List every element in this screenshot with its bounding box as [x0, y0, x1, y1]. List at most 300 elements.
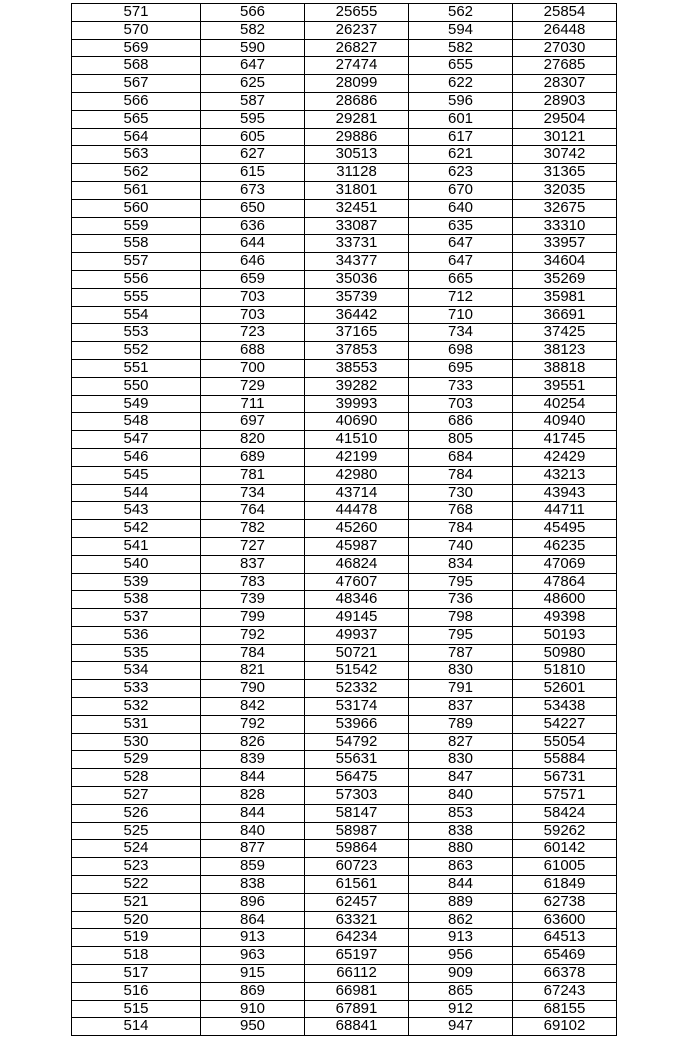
table-row: [72, 199, 617, 217]
table-row: [72, 715, 617, 733]
cumulative-b-cell: 51810: [513, 662, 617, 680]
cumulative-a-cell: 49145: [305, 609, 409, 627]
cumulative-b-cell: 44711: [513, 502, 617, 520]
table-row: [72, 253, 617, 271]
count-a-cell: 896: [201, 893, 305, 911]
count-a-cell: 627: [201, 146, 305, 164]
count-b-cell: 736: [409, 591, 513, 609]
score-cell: 526: [72, 804, 201, 822]
count-b-cell: 647: [409, 253, 513, 271]
cumulative-a-cell: 37853: [305, 342, 409, 360]
count-a-cell: 688: [201, 342, 305, 360]
count-a-cell: 869: [201, 982, 305, 1000]
table-row: [72, 75, 617, 93]
score-cell: 534: [72, 662, 201, 680]
cumulative-b-cell: 69102: [513, 1018, 617, 1036]
table-row: [72, 235, 617, 253]
count-b-cell: 863: [409, 858, 513, 876]
table-row: [72, 982, 617, 1000]
cumulative-b-cell: 65469: [513, 947, 617, 965]
count-b-cell: 805: [409, 431, 513, 449]
cumulative-a-cell: 42980: [305, 466, 409, 484]
score-cell: 542: [72, 520, 201, 538]
cumulative-b-cell: 43213: [513, 466, 617, 484]
count-a-cell: 689: [201, 448, 305, 466]
score-cell: 544: [72, 484, 201, 502]
cumulative-b-cell: 48600: [513, 591, 617, 609]
score-cell: 550: [72, 377, 201, 395]
table-row: [72, 769, 617, 787]
count-a-cell: 700: [201, 359, 305, 377]
cumulative-a-cell: 35036: [305, 270, 409, 288]
cumulative-a-cell: 51542: [305, 662, 409, 680]
count-a-cell: 590: [201, 39, 305, 57]
cumulative-b-cell: 67243: [513, 982, 617, 1000]
score-cell: 568: [72, 57, 201, 75]
count-b-cell: 862: [409, 911, 513, 929]
table-row: [72, 324, 617, 342]
cumulative-a-cell: 40690: [305, 413, 409, 431]
cumulative-b-cell: 47069: [513, 555, 617, 573]
count-a-cell: 697: [201, 413, 305, 431]
count-b-cell: 827: [409, 733, 513, 751]
score-cell: 533: [72, 680, 201, 698]
cumulative-b-cell: 30742: [513, 146, 617, 164]
count-b-cell: 789: [409, 715, 513, 733]
count-a-cell: 963: [201, 947, 305, 965]
count-b-cell: 698: [409, 342, 513, 360]
cumulative-a-cell: 45260: [305, 520, 409, 538]
count-a-cell: 913: [201, 929, 305, 947]
score-cell: 561: [72, 181, 201, 199]
table-row: [72, 804, 617, 822]
table-row: [72, 270, 617, 288]
count-a-cell: 739: [201, 591, 305, 609]
count-a-cell: 703: [201, 306, 305, 324]
cumulative-b-cell: 58424: [513, 804, 617, 822]
count-b-cell: 617: [409, 128, 513, 146]
cumulative-a-cell: 56475: [305, 769, 409, 787]
cumulative-b-cell: 33957: [513, 235, 617, 253]
count-b-cell: 740: [409, 537, 513, 555]
count-b-cell: 734: [409, 324, 513, 342]
count-a-cell: 782: [201, 520, 305, 538]
cumulative-b-cell: 54227: [513, 715, 617, 733]
cumulative-a-cell: 66981: [305, 982, 409, 1000]
score-cell: 560: [72, 199, 201, 217]
count-b-cell: 635: [409, 217, 513, 235]
table-row: [72, 448, 617, 466]
score-cell: 519: [72, 929, 201, 947]
score-cell: 567: [72, 75, 201, 93]
cumulative-b-cell: 63600: [513, 911, 617, 929]
count-b-cell: 623: [409, 164, 513, 182]
table-row: [72, 128, 617, 146]
table-row: [72, 626, 617, 644]
cumulative-b-cell: 66378: [513, 965, 617, 983]
cumulative-a-cell: 48346: [305, 591, 409, 609]
count-a-cell: 673: [201, 181, 305, 199]
cumulative-b-cell: 40254: [513, 395, 617, 413]
table-row: [72, 573, 617, 591]
count-a-cell: 915: [201, 965, 305, 983]
count-a-cell: 840: [201, 822, 305, 840]
cumulative-b-cell: 53438: [513, 698, 617, 716]
count-b-cell: 909: [409, 965, 513, 983]
cumulative-a-cell: 46824: [305, 555, 409, 573]
cumulative-b-cell: 45495: [513, 520, 617, 538]
cumulative-b-cell: 25854: [513, 4, 617, 22]
cumulative-b-cell: 60142: [513, 840, 617, 858]
cumulative-b-cell: 32675: [513, 199, 617, 217]
cumulative-b-cell: 57571: [513, 787, 617, 805]
score-cell: 570: [72, 21, 201, 39]
count-a-cell: 711: [201, 395, 305, 413]
cumulative-a-cell: 42199: [305, 448, 409, 466]
cumulative-b-cell: 34604: [513, 253, 617, 271]
cumulative-b-cell: 29504: [513, 110, 617, 128]
count-a-cell: 587: [201, 92, 305, 110]
table-row: [72, 893, 617, 911]
table-row: [72, 680, 617, 698]
table-row: [72, 39, 617, 57]
cumulative-a-cell: 29281: [305, 110, 409, 128]
cumulative-b-cell: 37425: [513, 324, 617, 342]
cumulative-a-cell: 26827: [305, 39, 409, 57]
score-cell: 559: [72, 217, 201, 235]
table-row: [72, 876, 617, 894]
cumulative-a-cell: 67891: [305, 1000, 409, 1018]
count-b-cell: 847: [409, 769, 513, 787]
score-cell: 563: [72, 146, 201, 164]
score-cell: 538: [72, 591, 201, 609]
score-cell: 545: [72, 466, 201, 484]
cumulative-a-cell: 31128: [305, 164, 409, 182]
cumulative-b-cell: 68155: [513, 1000, 617, 1018]
score-cell: 525: [72, 822, 201, 840]
table-row: [72, 92, 617, 110]
table-row: [72, 395, 617, 413]
cumulative-b-cell: 59262: [513, 822, 617, 840]
cumulative-a-cell: 64234: [305, 929, 409, 947]
table-body: [72, 4, 617, 1036]
table-row: [72, 644, 617, 662]
cumulative-a-cell: 34377: [305, 253, 409, 271]
cumulative-b-cell: 35269: [513, 270, 617, 288]
count-b-cell: 582: [409, 39, 513, 57]
table-row: [72, 4, 617, 22]
cumulative-b-cell: 47864: [513, 573, 617, 591]
count-a-cell: 784: [201, 644, 305, 662]
table-row: [72, 929, 617, 947]
cumulative-b-cell: 64513: [513, 929, 617, 947]
cumulative-b-cell: 28307: [513, 75, 617, 93]
cumulative-a-cell: 28099: [305, 75, 409, 93]
count-a-cell: 828: [201, 787, 305, 805]
count-b-cell: 665: [409, 270, 513, 288]
cumulative-a-cell: 60723: [305, 858, 409, 876]
count-b-cell: 795: [409, 573, 513, 591]
count-a-cell: 595: [201, 110, 305, 128]
cumulative-a-cell: 57303: [305, 787, 409, 805]
score-cell: 541: [72, 537, 201, 555]
count-a-cell: 844: [201, 769, 305, 787]
count-b-cell: 768: [409, 502, 513, 520]
score-cell: 551: [72, 359, 201, 377]
cumulative-a-cell: 61561: [305, 876, 409, 894]
count-b-cell: 880: [409, 840, 513, 858]
table-row: [72, 146, 617, 164]
count-a-cell: 821: [201, 662, 305, 680]
count-a-cell: 838: [201, 876, 305, 894]
table-row: [72, 413, 617, 431]
table-row: [72, 377, 617, 395]
cumulative-b-cell: 30121: [513, 128, 617, 146]
count-b-cell: 684: [409, 448, 513, 466]
table-row: [72, 164, 617, 182]
cumulative-a-cell: 36442: [305, 306, 409, 324]
score-cell: 554: [72, 306, 201, 324]
count-b-cell: 655: [409, 57, 513, 75]
count-b-cell: 947: [409, 1018, 513, 1036]
cumulative-a-cell: 31801: [305, 181, 409, 199]
count-a-cell: 781: [201, 466, 305, 484]
count-a-cell: 859: [201, 858, 305, 876]
cumulative-a-cell: 41510: [305, 431, 409, 449]
cumulative-a-cell: 37165: [305, 324, 409, 342]
table-row: [72, 698, 617, 716]
count-b-cell: 853: [409, 804, 513, 822]
count-b-cell: 889: [409, 893, 513, 911]
count-b-cell: 670: [409, 181, 513, 199]
cumulative-b-cell: 61849: [513, 876, 617, 894]
count-a-cell: 605: [201, 128, 305, 146]
score-cell: 566: [72, 92, 201, 110]
cumulative-b-cell: 38818: [513, 359, 617, 377]
cumulative-a-cell: 33087: [305, 217, 409, 235]
cumulative-b-cell: 38123: [513, 342, 617, 360]
count-a-cell: 792: [201, 715, 305, 733]
score-cell: 530: [72, 733, 201, 751]
count-b-cell: 784: [409, 466, 513, 484]
cumulative-a-cell: 39993: [305, 395, 409, 413]
table-row: [72, 57, 617, 75]
cumulative-b-cell: 55054: [513, 733, 617, 751]
table-row: [72, 662, 617, 680]
cumulative-a-cell: 29886: [305, 128, 409, 146]
cumulative-b-cell: 41745: [513, 431, 617, 449]
cumulative-a-cell: 58987: [305, 822, 409, 840]
cumulative-a-cell: 32451: [305, 199, 409, 217]
score-cell: 514: [72, 1018, 201, 1036]
table-row: [72, 520, 617, 538]
table-row: [72, 947, 617, 965]
table-row: [72, 858, 617, 876]
score-cell: 543: [72, 502, 201, 520]
count-a-cell: 659: [201, 270, 305, 288]
cumulative-b-cell: 33310: [513, 217, 617, 235]
score-cell: 536: [72, 626, 201, 644]
count-b-cell: 840: [409, 787, 513, 805]
cumulative-a-cell: 49937: [305, 626, 409, 644]
score-distribution-table: [71, 3, 617, 1036]
cumulative-b-cell: 27685: [513, 57, 617, 75]
count-b-cell: 838: [409, 822, 513, 840]
cumulative-a-cell: 62457: [305, 893, 409, 911]
cumulative-a-cell: 27474: [305, 57, 409, 75]
cumulative-b-cell: 32035: [513, 181, 617, 199]
cumulative-b-cell: 31365: [513, 164, 617, 182]
score-cell: 562: [72, 164, 201, 182]
cumulative-a-cell: 68841: [305, 1018, 409, 1036]
cumulative-a-cell: 53966: [305, 715, 409, 733]
score-cell: 516: [72, 982, 201, 1000]
score-cell: 537: [72, 609, 201, 627]
cumulative-b-cell: 43943: [513, 484, 617, 502]
score-cell: 569: [72, 39, 201, 57]
cumulative-a-cell: 65197: [305, 947, 409, 965]
cumulative-a-cell: 66112: [305, 965, 409, 983]
cumulative-a-cell: 50721: [305, 644, 409, 662]
table-row: [72, 181, 617, 199]
cumulative-a-cell: 26237: [305, 21, 409, 39]
table-row: [72, 288, 617, 306]
count-b-cell: 830: [409, 662, 513, 680]
cumulative-a-cell: 63321: [305, 911, 409, 929]
table-row: [72, 537, 617, 555]
count-a-cell: 647: [201, 57, 305, 75]
table-row: [72, 431, 617, 449]
score-distribution-sheet: [71, 3, 616, 1036]
score-cell: 547: [72, 431, 201, 449]
score-cell: 546: [72, 448, 201, 466]
cumulative-b-cell: 46235: [513, 537, 617, 555]
cumulative-b-cell: 39551: [513, 377, 617, 395]
score-cell: 529: [72, 751, 201, 769]
cumulative-a-cell: 53174: [305, 698, 409, 716]
cumulative-a-cell: 54792: [305, 733, 409, 751]
count-a-cell: 703: [201, 288, 305, 306]
cumulative-b-cell: 27030: [513, 39, 617, 57]
cumulative-a-cell: 55631: [305, 751, 409, 769]
score-cell: 548: [72, 413, 201, 431]
score-cell: 556: [72, 270, 201, 288]
table-row: [72, 1018, 617, 1036]
cumulative-b-cell: 28903: [513, 92, 617, 110]
score-cell: 518: [72, 947, 201, 965]
cumulative-b-cell: 36691: [513, 306, 617, 324]
count-b-cell: 844: [409, 876, 513, 894]
cumulative-a-cell: 30513: [305, 146, 409, 164]
count-a-cell: 844: [201, 804, 305, 822]
count-b-cell: 730: [409, 484, 513, 502]
count-b-cell: 640: [409, 199, 513, 217]
count-b-cell: 703: [409, 395, 513, 413]
cumulative-a-cell: 28686: [305, 92, 409, 110]
cumulative-a-cell: 33731: [305, 235, 409, 253]
score-cell: 520: [72, 911, 201, 929]
table-row: [72, 733, 617, 751]
score-cell: 552: [72, 342, 201, 360]
table-row: [72, 110, 617, 128]
count-a-cell: 826: [201, 733, 305, 751]
cumulative-b-cell: 61005: [513, 858, 617, 876]
cumulative-b-cell: 42429: [513, 448, 617, 466]
cumulative-a-cell: 45987: [305, 537, 409, 555]
score-cell: 523: [72, 858, 201, 876]
score-cell: 517: [72, 965, 201, 983]
cumulative-b-cell: 55884: [513, 751, 617, 769]
cumulative-a-cell: 58147: [305, 804, 409, 822]
count-b-cell: 830: [409, 751, 513, 769]
count-a-cell: 644: [201, 235, 305, 253]
count-a-cell: 625: [201, 75, 305, 93]
cumulative-b-cell: 26448: [513, 21, 617, 39]
count-b-cell: 622: [409, 75, 513, 93]
score-cell: 571: [72, 4, 201, 22]
count-b-cell: 695: [409, 359, 513, 377]
count-b-cell: 837: [409, 698, 513, 716]
count-a-cell: 837: [201, 555, 305, 573]
cumulative-b-cell: 62738: [513, 893, 617, 911]
cumulative-a-cell: 39282: [305, 377, 409, 395]
score-cell: 524: [72, 840, 201, 858]
score-cell: 564: [72, 128, 201, 146]
count-a-cell: 582: [201, 21, 305, 39]
count-b-cell: 601: [409, 110, 513, 128]
cumulative-a-cell: 52332: [305, 680, 409, 698]
cumulative-b-cell: 52601: [513, 680, 617, 698]
count-a-cell: 729: [201, 377, 305, 395]
table-row: [72, 1000, 617, 1018]
count-a-cell: 646: [201, 253, 305, 271]
score-cell: 540: [72, 555, 201, 573]
count-b-cell: 913: [409, 929, 513, 947]
table-row: [72, 911, 617, 929]
table-row: [72, 591, 617, 609]
count-a-cell: 820: [201, 431, 305, 449]
score-cell: 558: [72, 235, 201, 253]
cumulative-b-cell: 35981: [513, 288, 617, 306]
count-b-cell: 912: [409, 1000, 513, 1018]
count-a-cell: 734: [201, 484, 305, 502]
count-b-cell: 712: [409, 288, 513, 306]
count-a-cell: 723: [201, 324, 305, 342]
count-a-cell: 636: [201, 217, 305, 235]
count-a-cell: 615: [201, 164, 305, 182]
table-row: [72, 484, 617, 502]
score-cell: 532: [72, 698, 201, 716]
cumulative-b-cell: 56731: [513, 769, 617, 787]
score-cell: 553: [72, 324, 201, 342]
score-cell: 531: [72, 715, 201, 733]
count-b-cell: 710: [409, 306, 513, 324]
table-row: [72, 787, 617, 805]
cumulative-a-cell: 59864: [305, 840, 409, 858]
count-b-cell: 865: [409, 982, 513, 1000]
count-b-cell: 594: [409, 21, 513, 39]
count-b-cell: 686: [409, 413, 513, 431]
cumulative-b-cell: 49398: [513, 609, 617, 627]
count-b-cell: 784: [409, 520, 513, 538]
score-cell: 555: [72, 288, 201, 306]
cumulative-b-cell: 40940: [513, 413, 617, 431]
count-a-cell: 910: [201, 1000, 305, 1018]
score-cell: 515: [72, 1000, 201, 1018]
count-b-cell: 596: [409, 92, 513, 110]
count-b-cell: 798: [409, 609, 513, 627]
count-b-cell: 791: [409, 680, 513, 698]
